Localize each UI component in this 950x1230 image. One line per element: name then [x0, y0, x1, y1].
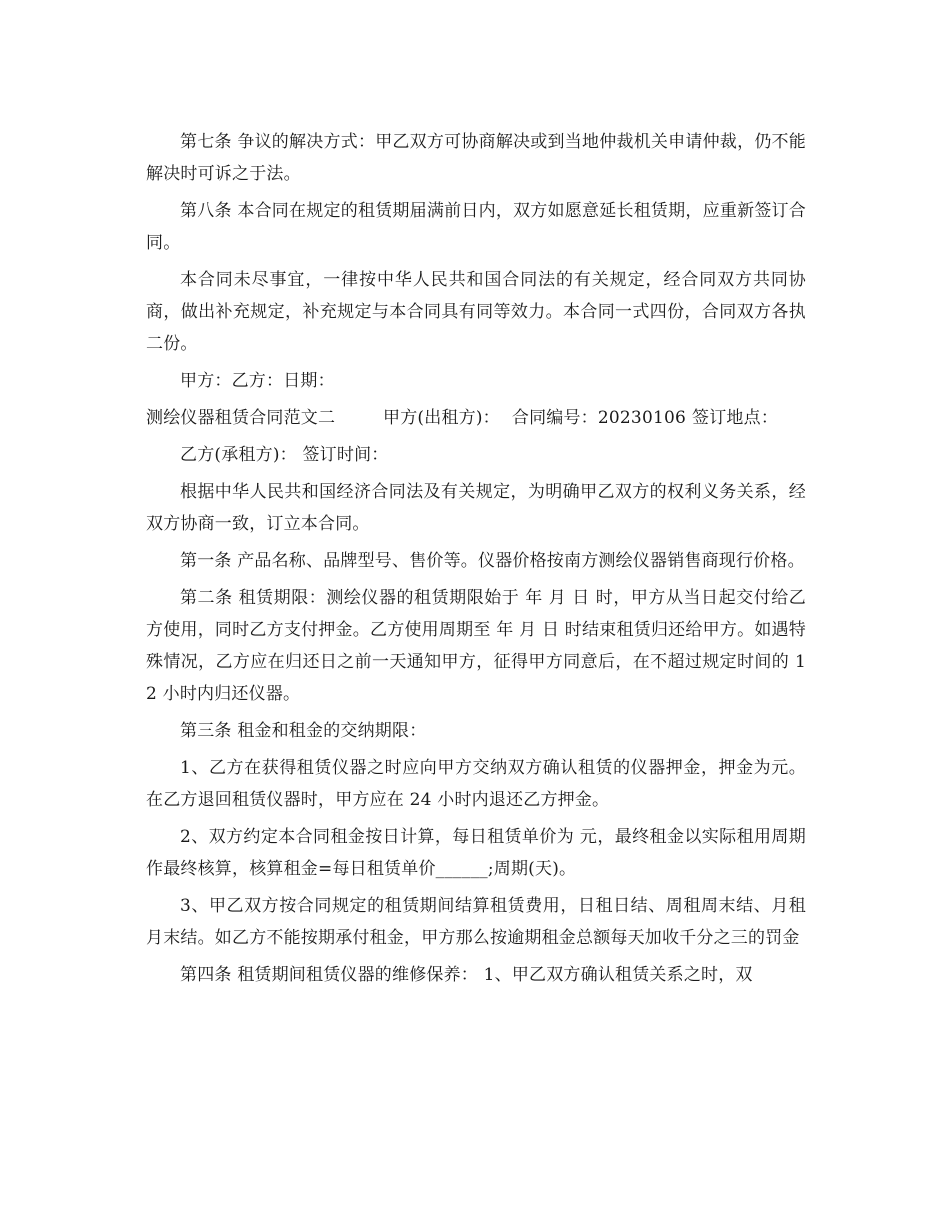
contract-number: 合同编号：20230106 [511, 408, 687, 428]
party-b-line: 乙方(承租方)： 签订时间： [180, 445, 389, 465]
clause-3-item-1: 1、乙方在获得租赁仪器之时应向甲方交纳双方确认租赁的仪器押金，押金为元。在乙方退回租赁仪器时，甲方应在 24 小时内退还乙方押金。 [146, 758, 806, 810]
clause-1-product: 第一条 产品名称、品牌型号、售价等。仪器价格按南方测绘仪器销售商现行价格。 [180, 551, 805, 571]
contract-header-row [146, 402, 806, 434]
clause-3-item-3: 3、甲乙双方按合同规定的租赁期间结算租赁费用，日租日结、周租周末结、月租月末结。如乙方不能按期承付租金，甲方那么按逾期租金总额每天加收千分之三的罚金 [146, 896, 806, 948]
clause-8-extension: 第八条 本合同在规定的租赁期届满前日内，双方如愿意延长租赁期，应重新签订合同。 [146, 201, 806, 253]
signing-location-label: 签订地点： [692, 408, 779, 428]
signature-line: 甲方：乙方：日期： [180, 371, 335, 391]
contract-title: 测绘仪器租赁合同范文二 [146, 408, 336, 428]
clause-4-maintenance: 第四条 租赁期间租赁仪器的维修保养： 1、甲乙双方确认租赁关系之时，双 [180, 965, 753, 985]
supplementary-terms: 本合同未尽事宜，一律按中华人民共和国合同法的有关规定，经合同双方共同协商，做出补充规定，补充规定与本合同具有同等效力。本合同一式四份，合同双方各执二份。 [146, 270, 806, 354]
party-a-label: 甲方(出租方)： [383, 408, 500, 428]
clause-2-lease-term: 第二条 租赁期限：测绘仪器的租赁期限始于 年 月 日 时，甲方从当日起交付给乙方使用，同时乙方支付押金。乙方使用周期至 年 月 日 时结束租赁归还给甲方。如遇特殊情况，乙方应在归还日之前一天通知甲方，征得甲方同意后，在不超过规定时间的 12 小时内归还仪器。 [146, 588, 806, 704]
clause-3-heading: 第三条 租金和租金的交纳期限： [180, 721, 427, 741]
preamble: 根据中华人民共和国经济合同法及有关规定，为明确甲乙双方的权利义务关系，经双方协商一致，订立本合同。 [146, 482, 806, 534]
clause-7-dispute: 第七条 争议的解决方式：甲乙双方可协商解决或到当地仲裁机关申请仲裁，仍不能解决时可诉之于法。 [146, 132, 806, 184]
clause-3-item-2: 2、双方约定本合同租金按日计算，每日租赁单价为 元，最终租金以实际租用周期作最终核算，核算租金=每日租赁单价______;周期(天)。 [146, 827, 806, 879]
document-body [146, 126, 806, 991]
